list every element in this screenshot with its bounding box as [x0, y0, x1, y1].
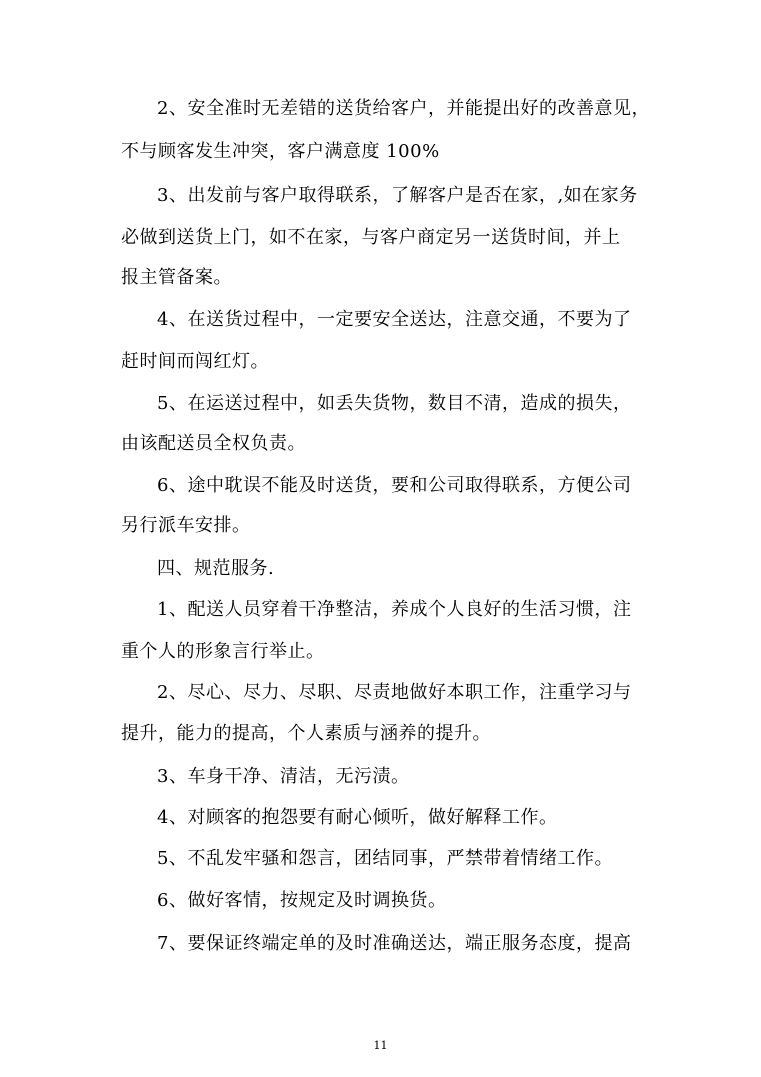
text-line: 另行派车安排。: [121, 515, 251, 536]
text-line: 2、尽心、尽力、尽职、尽责地做好本职工作，注重学习与: [157, 682, 632, 703]
text-line: 1、配送人员穿着干净整洁，养成个人良好的生活习惯，注: [157, 599, 632, 620]
text-line: 4、在送货过程中，一定要安全送达，注意交通，不要为了: [157, 309, 632, 330]
text-line: 5、在运送过程中，如丢失货物，数目不清，造成的损失，: [157, 393, 632, 414]
text-line: 由该配送员全权负责。: [121, 433, 306, 454]
text-line: 6、做好客情，按规定及时调换货。: [157, 890, 447, 911]
text-line: 报主管备案。: [121, 267, 232, 288]
section-heading: 四、规范服务.: [157, 558, 275, 579]
text-line: 必做到送货上门，如不在家，与客户商定另一送货时间，并上: [121, 227, 621, 248]
text-line: 7、要保证终端定单的及时准确送达，端正服务态度，提高: [157, 933, 632, 954]
text-line: 5、不乱发牢骚和怨言，团结同事，严禁带着情绪工作。: [157, 848, 613, 869]
text-line: 重个人的形象言行举止。: [121, 641, 325, 662]
text-line: 3、车身干净、清洁，无污渍。: [157, 766, 410, 787]
text-line: 4、对顾客的抱怨要有耐心倾听，做好解释工作。: [157, 807, 558, 828]
text-line: 提升，能力的提高，个人素质与涵养的提升。: [121, 723, 491, 744]
text-line: 6、途中耽误不能及时送货，要和公司取得联系，方便公司: [157, 475, 632, 496]
page-number: 11: [373, 1039, 388, 1052]
text-line: 2、安全准时无差错的送货给客户，并能提出好的改善意见，: [157, 98, 650, 119]
text-line: 不与顾客发生冲突，客户满意度 100%: [121, 141, 440, 162]
text-line: 赶时间而闯红灯。: [121, 351, 269, 372]
text-line: 3、出发前与客户取得联系，了解客户是否在家，,如在家务: [157, 185, 638, 206]
